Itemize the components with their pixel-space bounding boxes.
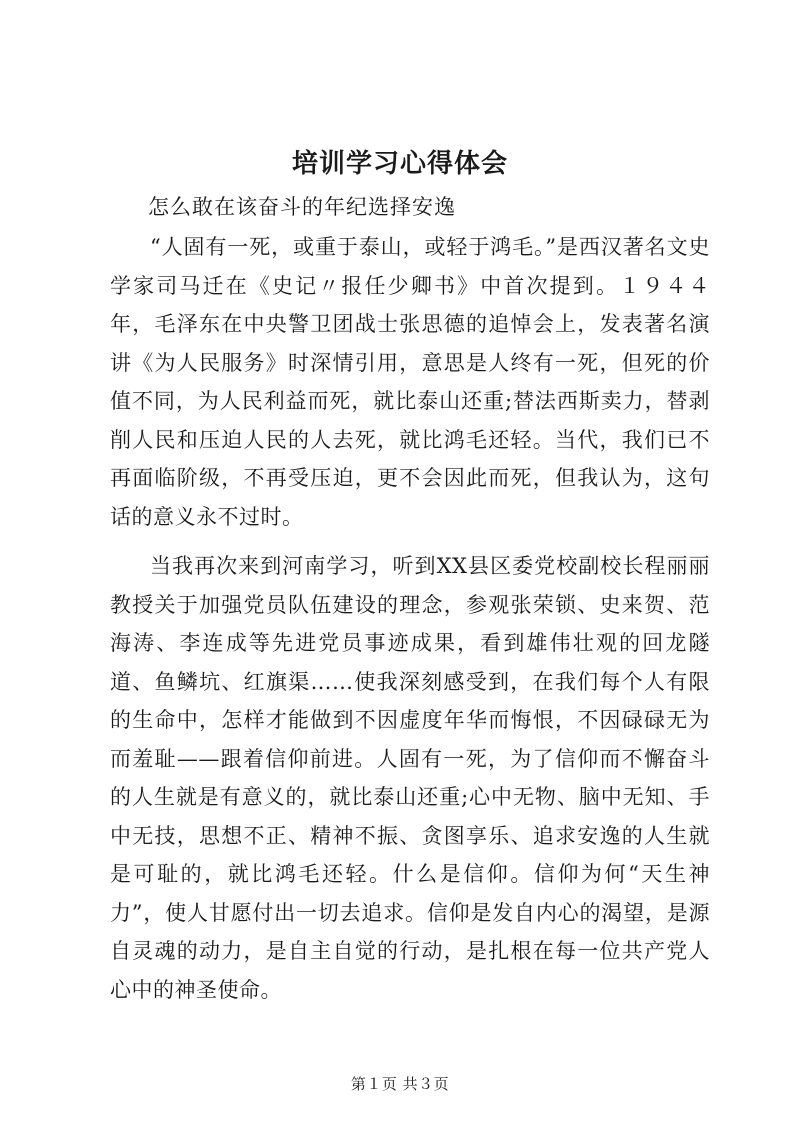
document-title: 培训学习心得体会 xyxy=(291,149,508,179)
body-paragraph-2: 当我再次来到河南学习，听到XX县区委党校副校长程丽丽教授关于加强党员队伍建设的理念，参观张荣锁、史来贺、范海涛、李连成等先进党员事迹成果，看到雄伟壮观的回龙隧道、鱼鳞坑、红旗渠……使我深刻感受到，在我们每个人有限的生命中，怎样才能做到不因虚度年华而悔恨，不因碌碌无为而羞耻——跟着信仰前进。人固有一死，为了信仰而不懈奋斗的人生就是有意义的，就比泰山还重;心中无物、脑中无知、手中无技，思想不正、精神不振、贪图享乐、追求安逸的人生就是可耻的，就比鸿毛还轻。什么是信仰。信仰为何“天生神力”，使人甘愿付出一切去追求。信仰是发自内心的渴望，是源自灵魂的动力，是自主自觉的行动，是扎根在每一位共产党人心中的神圣使命。 xyxy=(110,554,710,1002)
body-paragraph-1: “人固有一死，或重于泰山，或轻于鸿毛。”是西汉著名文史学家司马迁在《史记〃报任少卿书》中首次提到。１９４４年，毛泽东在中央警卫团战士张思德的追悼会上，发表著名演讲《为人民服务》时深情引用，意思是人终有一死，但死的价值不同，为人民利益而死，就比泰山还重;替法西斯卖力，替剥削人民和压迫人民的人去死，就比鸿毛还轻。当代，我们已不再面临阶级，不再受压迫，更不会因此而死，但我认为，这句话的意义永不过时。 xyxy=(110,235,710,529)
page-number-footer: 第１页 共３页 xyxy=(350,1075,450,1093)
document-subtitle: 怎么敢在该奋斗的年纪选择安逸 xyxy=(148,195,456,219)
